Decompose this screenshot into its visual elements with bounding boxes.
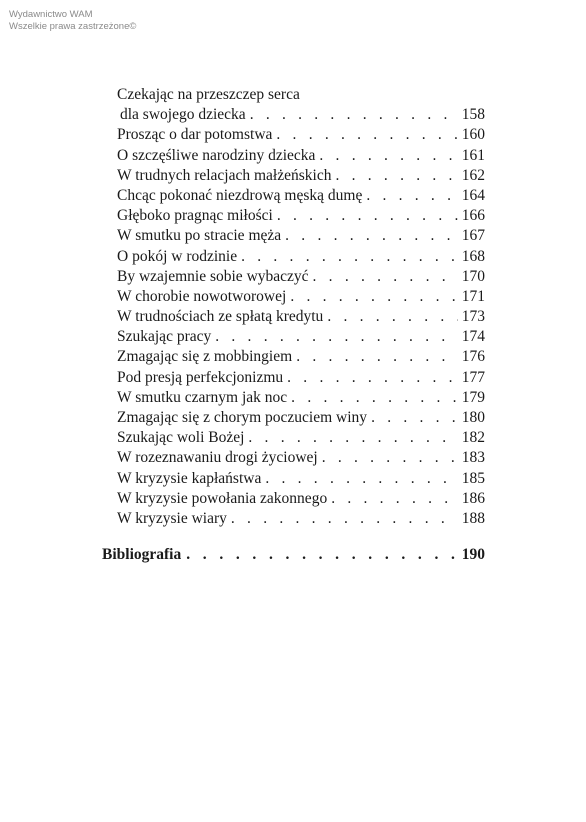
toc-entry-title-line: [117, 85, 485, 105]
toc-page-number: 185: [461, 469, 485, 487]
dot-leader: [296, 347, 458, 367]
toc-entry-title: W rozeznawaniu drogi życiowej: [117, 449, 318, 467]
dot-leader: [285, 226, 458, 246]
toc-entry-title: W kryzysie kapłaństwa: [117, 469, 262, 487]
toc-entry: [117, 226, 485, 246]
toc-entry-title: W kryzysie wiary: [117, 509, 227, 527]
dot-leader: [327, 307, 457, 327]
toc-page-number: 177: [461, 368, 485, 386]
toc-entry-title: W kryzysie powołania zakonnego: [117, 489, 328, 507]
dot-leader: [231, 509, 458, 529]
toc-page-number: 182: [461, 429, 485, 447]
toc-page-number: 171: [461, 287, 485, 305]
toc-entry: [117, 206, 485, 226]
dot-leader: [250, 105, 458, 125]
toc-entry-title: Zmagając się z chorym poczuciem winy: [117, 409, 368, 426]
bibliography-page-number: 190: [461, 546, 485, 563]
toc-page-number: 173: [461, 308, 485, 326]
toc-entry-title: Pod presją perfekcjonizmu: [117, 368, 284, 386]
dot-leader: [371, 408, 458, 428]
toc-entry: [117, 489, 485, 509]
toc-entry-title: By wzajemnie sobie wybaczyć: [117, 267, 309, 285]
bibliography-title: Bibliografia: [102, 546, 182, 563]
toc-entry-list: [117, 125, 485, 529]
toc-page-number: 164: [461, 186, 485, 204]
toc-page-number: 180: [461, 409, 485, 426]
dot-leader: [241, 247, 458, 267]
toc-entry: [117, 469, 485, 489]
dot-leader: [313, 267, 458, 287]
toc-entry: [117, 166, 485, 186]
toc-entry: [117, 125, 485, 145]
toc-entry: [117, 146, 485, 166]
toc-entry-title: Chcąc pokonać niezdrową męską dumę: [117, 186, 363, 204]
toc-entry: [117, 408, 485, 428]
dot-leader: [335, 166, 457, 186]
toc-page-number: 167: [461, 227, 485, 245]
toc-page-number: 168: [461, 247, 485, 265]
dot-leader: [322, 448, 458, 468]
toc-entry: [117, 287, 485, 307]
toc-entry-title: Czekając na przeszczep serca: [117, 86, 300, 103]
dot-leader: [290, 287, 457, 307]
toc-entry-title: O pokój w rodzinie: [117, 247, 238, 265]
toc-page-number: 176: [461, 348, 485, 366]
toc-page-number: 160: [461, 126, 485, 144]
toc-page-number: 158: [461, 106, 485, 124]
dot-leader: [291, 388, 458, 408]
toc-entry-title: W smutku po stracie męża: [117, 227, 282, 245]
bibliography-entry: [102, 545, 485, 565]
dot-leader: [319, 146, 457, 166]
toc-page-number: 183: [461, 449, 485, 467]
toc-entry-title: W trudnych relacjach małżeńskich: [117, 166, 332, 184]
dot-leader: [287, 368, 458, 388]
toc-entry: [117, 186, 485, 206]
dot-leader: [277, 206, 458, 226]
toc-entry: [117, 347, 485, 367]
toc-entry-title: Głęboko pragnąc miłości: [117, 207, 273, 225]
watermark-publisher: Wydawnictwo WAM: [9, 9, 93, 20]
toc-page-number: 161: [461, 146, 485, 164]
toc-entry: [117, 307, 485, 327]
toc-page-number: 186: [461, 489, 485, 507]
toc-entry: [117, 388, 485, 408]
toc-page-number: 179: [461, 388, 485, 406]
toc-entry: [117, 368, 485, 388]
toc-page-number: 162: [461, 166, 485, 184]
publisher-watermark: [9, 9, 136, 33]
toc-entry-title: Zmagając się z mobbingiem: [117, 348, 293, 366]
toc-entry: [117, 247, 485, 267]
toc-page-number: 188: [461, 509, 485, 527]
toc-entry-title: Szukając pracy: [117, 328, 212, 346]
toc-page-number: 166: [461, 207, 485, 225]
watermark-copyright: Wszelkie prawa zastrzeżone©: [9, 21, 137, 32]
toc-entry-title: dla swojego dziecka: [120, 106, 246, 124]
toc-entry-title: W chorobie nowotworowej: [117, 287, 287, 305]
dot-leader: [248, 428, 457, 448]
dot-leader: [366, 186, 457, 206]
toc-entry-title: O szczęśliwe narodziny dziecka: [117, 146, 316, 164]
dot-leader: [186, 545, 457, 565]
dot-leader: [215, 327, 458, 347]
dot-leader: [265, 469, 457, 489]
toc-page-number: 174: [461, 328, 485, 346]
dot-leader: [331, 489, 458, 509]
toc-page-number: 170: [461, 267, 485, 285]
toc-entry-title: Prosząc o dar potomstwa: [117, 126, 273, 144]
toc-entry-title: W smutku czarnym jak noc: [117, 388, 288, 406]
toc-entry: [117, 428, 485, 448]
toc-entry-title: Szukając woli Bożej: [117, 429, 245, 447]
toc-entry: [117, 327, 485, 347]
toc-entry: [117, 267, 485, 287]
table-of-contents: [117, 85, 485, 529]
dot-leader: [276, 125, 457, 145]
toc-entry-title: W trudnościach ze spłatą kredytu: [117, 308, 324, 326]
toc-entry: [117, 509, 485, 529]
toc-entry: [117, 105, 485, 125]
toc-entry: [117, 448, 485, 468]
